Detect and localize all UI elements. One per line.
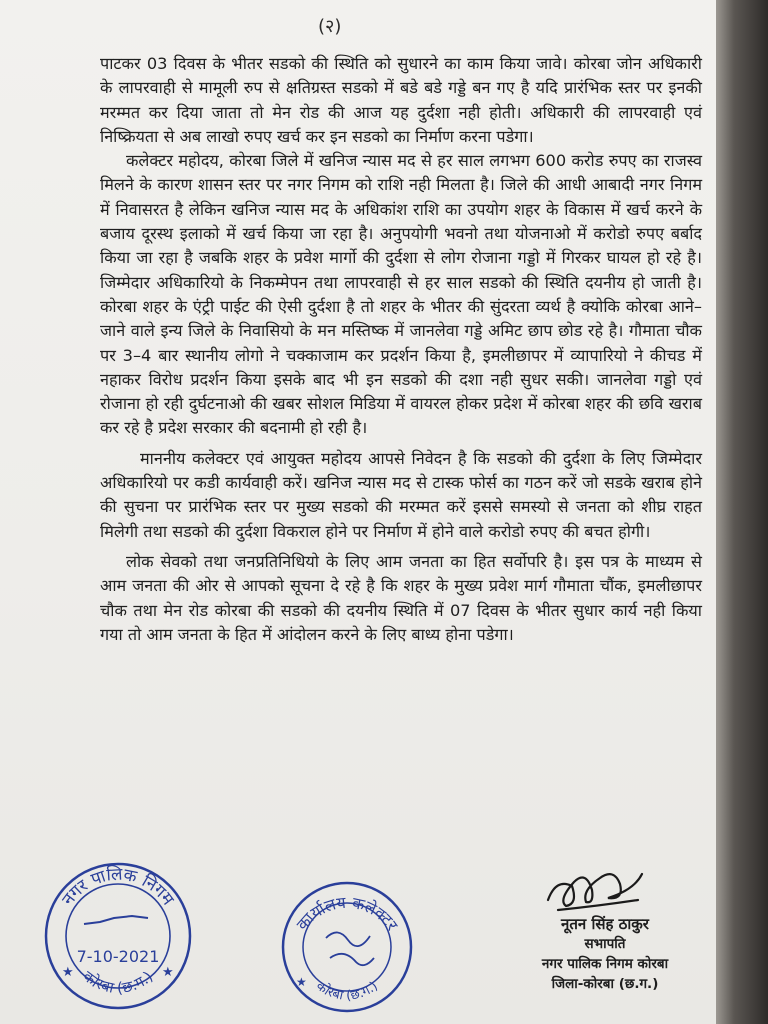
signatory-designation: सभापति	[584, 936, 626, 952]
municipal-stamp-left	[40, 858, 196, 1014]
paragraph-4: लोक सेवको तथा जनप्रतिनिधियो के लिए आम जनता का हित सर्वोपरि है। इस पत्र के माध्यम से आम जनता की ओर से आपको सूचना दे रहे है कि शहर के मुख्य प्रवेश मार्ग गौमाता चौंक, इमलीछापर चौक तथा मेन रोड कोरबा की सडको की दयनीय स्थिति में 07 दिवस के भीतर सुधार कार्य नही किया गया तो आम जनता के हित में आंदोलन करने के लिए बाध्य होना पडेगा।	[100, 551, 702, 644]
collector-office-stamp	[278, 878, 416, 1016]
stamp-center-scribble	[326, 932, 374, 965]
signatory-name: नूतन सिंह ठाकुर	[561, 915, 649, 933]
paragraph-3: माननीय कलेक्टर एवं आयुक्त महोदय आपसे निवेदन है कि सडको की दुर्दशा के लिए जिम्मेदार अधिकारियो पर कडी कार्यवाही करें। खनिज न्यास मद से टास्क फोर्स का गठन करें जो सडके खराब होने की सुचना पर प्रारंभिक स्तर पर मुख्य सडको की मरम्मत करें इससे समस्यो से जनता को शीघ्र राहत मिलेगी तथा सडको की दुर्दशा विकराल होने पर निर्माण में होने वाले करोडो रुपए की बचत होगी।	[100, 448, 702, 541]
svg-text:नगर पालिक निगम	[58, 864, 178, 910]
star-icon: ★	[62, 965, 74, 980]
signatory-office: नगर पालिक निगम कोरबा	[541, 956, 669, 972]
letter-body	[100, 52, 702, 647]
signatory-district: जिला-कोरबा (छ.ग.)	[551, 976, 659, 992]
page-shadow-edge	[716, 0, 768, 1024]
svg-text:कार्यालय कलेक्टर	[293, 893, 402, 935]
handwritten-signature	[538, 860, 648, 918]
paragraph-1: पाटकर 03 दिवस के भीतर सडको की स्थिति को सुधारने का काम किया जावे। कोरबा जोन अधिकारी के लापरवाही से मामूली रुप से क्षतिग्रस्त सडको में बडे बडे गड्डे बन गए है यदि प्रारंभिक स्तर पर इनकी मरम्मत कर दिया जाता तो मेन रोड की आज यह दुर्दशा नही होती। अधिकारी की लापरवाही एवं निष्क्रियता से अब लाखो रुपए खर्च कर इन सडको का निर्माण करना पडेगा।	[100, 54, 702, 146]
star-icon: ★	[162, 965, 174, 980]
stamp-center-bottom-text: कोरबा (छ.ग.)	[313, 978, 381, 1004]
paragraph-2: कलेक्टर महोदय, कोरबा जिले में खनिज न्यास मद से हर साल लगभग 600 करोड रुपए का राजस्व मिलने के कारण शासन स्तर पर नगर निगम को राशि नही मिलता है। जिले की आधी आबादी नगर निगम में निवासरत है लेकिन खनिज न्यास मद के अधिकांश राशि का उपयोग शहर के विकास में खर्च करने के बजाय दूरस्थ इलाको में खर्च किया जा रहा है। अनुपयोगी भवनो तथा योजनाओ में करोडो रुपए बर्बाद किया जा रहा है जबकि शहर के प्रवेश मार्गो की दुर्दशा से लोग रोजाना गड्डो में गिरकर घायल हो रहे है। जिम्मेदार अधिकारियो के निकम्मेपन तथा लापरवाही से हर साल सडको की स्थिति दयनीय हो जाती है। कोरबा शहर के एंट्री पाईट की ऐसी दुर्दशा है तो शहर के भीतर की सुंदरता व्यर्थ है क्योकि कोरबा आने–जाने वाले इन्य जिले के निवासियो के मन मस्तिष्क में जानलेवा गड्डे अमिट छाप छोड रहे है। गौमाता चौक पर 3–4 बार स्थानीय लोगो ने चक्काजाम कर प्रदर्शन किया है, इमलीछापर में व्यापारियो ने कीचड में नहाकर विरोध प्रदर्शन किया इसके बाद भी इन सडको की दशा नही सुधर सकी। जानलेवा गड्डो एवं रोजाना हो रही दुर्घटनाओ की खबर सोशल मिडिया में वायरल होकर प्रदेश में कोरबा शहर की छवि खराब कर रहे है प्रदेश सरकार की बदनामी हो रही है।	[100, 151, 702, 438]
stamp-left-initials	[84, 916, 148, 924]
signature-block	[500, 860, 710, 994]
stamp-center-ring-text: कार्यालय कलेक्टर	[292, 892, 402, 934]
svg-text:कोरबा (छ.ग.)	[313, 978, 381, 1004]
stamp-left-date: 7-10-2021	[76, 947, 160, 966]
star-icon: ★	[296, 975, 307, 989]
svg-text:कोरबा (छ.ग.)	[80, 967, 157, 997]
stamp-left-bottom-text: कोरबा (छ.ग.)	[79, 967, 157, 997]
page-number: (२)	[318, 16, 342, 37]
stamp-left-ring-text: नगर पालिक निगम	[58, 864, 178, 910]
